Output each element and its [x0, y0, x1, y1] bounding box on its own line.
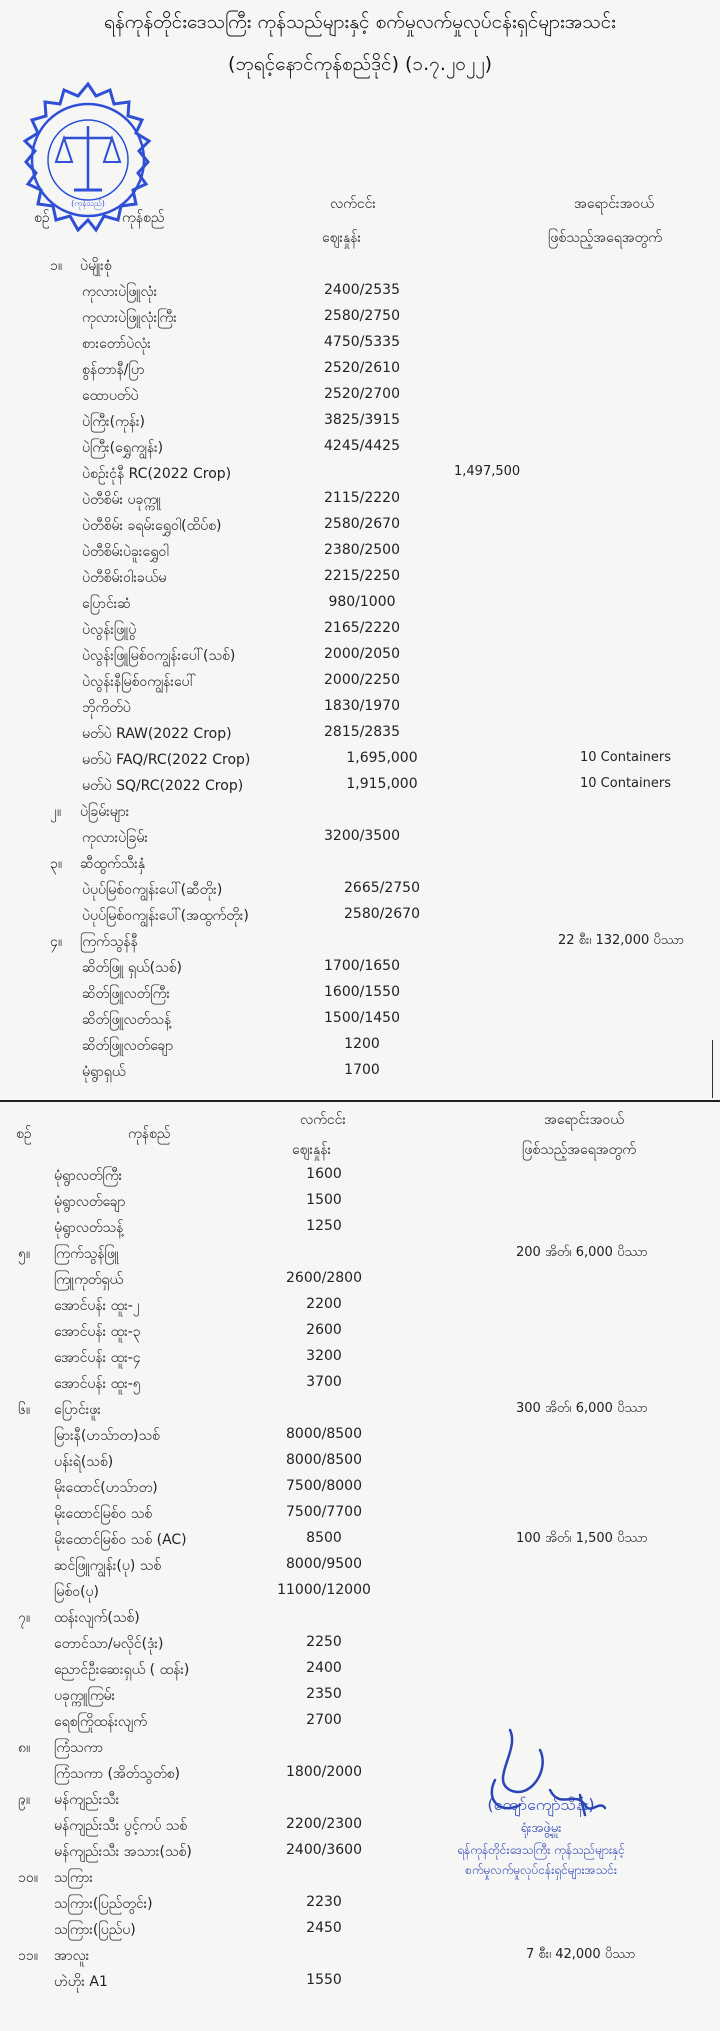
row-item: အောင်ပန်း ထူး-၂ — [54, 1298, 140, 1314]
row-price: 3200 — [306, 1348, 342, 1364]
section-title: ပြောင်းဖူး — [54, 1402, 101, 1418]
column-header-no: စဉ် — [34, 210, 50, 226]
row-item: ပဲလွန်းဖြူပွဲ — [82, 622, 137, 638]
column-header-item: ကုန်စည် — [128, 1126, 171, 1142]
row-price: 7500/8000 — [286, 1478, 362, 1494]
row-item: ကုလားပဲဖြူလုံး — [82, 284, 158, 300]
column-header-price-top: လက်ငင်း — [330, 196, 376, 212]
row-price: 2000/2050 — [324, 646, 400, 662]
section-no: ၇။ — [18, 1610, 31, 1626]
row-price: 1830/1970 — [324, 698, 400, 714]
section-title: ပဲမျိုးစုံ — [80, 258, 112, 274]
row-price: 2600 — [306, 1322, 342, 1338]
row-item: ပြောင်းဆံ — [82, 596, 131, 612]
row-price: 1700/1650 — [324, 958, 400, 974]
row-price: 1500/1450 — [324, 1010, 400, 1026]
section-title: သကြား — [54, 1870, 93, 1886]
section-title: ထန်းလျက်(သစ်) — [54, 1610, 140, 1626]
row-item: ထောပတ်ပဲ — [82, 388, 139, 404]
row-item: ဆိတ်ဖြူလတ်သန့် — [82, 1012, 172, 1028]
row-remark: 10 Containers — [580, 750, 671, 765]
row-remark: 10 Containers — [580, 776, 671, 791]
row-price: 1600 — [306, 1166, 342, 1182]
row-item: မိုးထောင်မြစ်ဝ သစ် (AC) — [54, 1532, 187, 1548]
row-item: မုံရွာလတ်ချော — [54, 1194, 126, 1210]
row-item: ပဲလွန်းနီမြစ်ဝကျွန်းပေါ် — [82, 674, 196, 690]
section-title: အာလူး — [54, 1948, 90, 1964]
row-item: မတ်ပဲ SQ/RC(2022 Crop) — [82, 778, 244, 794]
section-no: ၃။ — [50, 856, 63, 872]
row-price: 1550 — [306, 1972, 342, 1988]
row-price: 2165/2220 — [324, 620, 400, 636]
row-price: 2580/2670 — [324, 516, 400, 532]
row-item: မန်ကျည်းသီး အသား(သစ်) — [54, 1844, 192, 1860]
row-item: အောင်ပန်း ထူး-၃ — [54, 1324, 141, 1340]
row-item: ပဲပုပ်မြစ်ဝကျွန်းပေါ်(အထွက်တိုး) — [82, 908, 249, 924]
row-price: 8000/8500 — [286, 1426, 362, 1442]
row-price: 1,915,000 — [346, 776, 418, 792]
row-price: 2000/2250 — [324, 672, 400, 688]
row-remark: 200 အိတ်၊ 6,000 ပိဿာ — [516, 1245, 648, 1260]
row-item: မုံရွာလတ်ကြီး — [54, 1168, 123, 1184]
row-remark: 300 အိတ်၊ 6,000 ပိဿာ — [516, 1401, 648, 1416]
row-item: ပခုက္ကူကြမ်း — [54, 1688, 116, 1704]
row-item: ဆိတ်ဖြူလတ်ချော — [82, 1038, 174, 1054]
row-item: မုံရွာလတ်သန့် — [54, 1220, 124, 1236]
row-item: မုံရွာရှယ် — [82, 1064, 126, 1080]
column-header-price-bottom: ဈေးနှုန်း — [292, 1142, 332, 1158]
row-item: မိုးထောင်မြစ်ဝ သစ် — [54, 1506, 153, 1522]
row-item: ပဲကြီး(ရွှေကျွန်း) — [82, 440, 164, 456]
row-price: 2200 — [306, 1296, 342, 1312]
column-header-item: ကုန်စည် — [122, 210, 165, 226]
section-title: ကြံသကာ — [54, 1740, 104, 1756]
row-item: ပဲပုပ်မြစ်ဝကျွန်းပေါ်(ဆီတိုး) — [82, 882, 223, 898]
row-item: မြားနီ(ဟသ်ာတ)သစ် — [54, 1428, 160, 1444]
row-item: ပဲတီစိမ်း ပခုက္ကူ — [82, 492, 162, 508]
row-price: 2115/2220 — [324, 490, 400, 506]
row-price: 2250 — [306, 1634, 342, 1650]
row-item: မြစ်ဝ(ပု) — [54, 1584, 99, 1600]
column-header-no: စဉ် — [16, 1126, 32, 1142]
section-title: ကြက်သွန်ဖြူ — [54, 1246, 119, 1262]
row-item: ရေစကြိုထန်းလျက် — [54, 1714, 147, 1730]
svg-text:(ကုန်သည်): (ကုန်သည်) — [71, 199, 105, 208]
column-header-remark-bottom: ဖြစ်သည့်အရေအတွက် — [548, 230, 662, 246]
row-remark: 22 စီး၊ 132,000 ပိဿာ — [558, 933, 685, 948]
row-item: တောင်သာ/မလိုင်(ဒုံး) — [54, 1636, 164, 1652]
row-price: 2700 — [306, 1712, 342, 1728]
row-item: မတ်ပဲ FAQ/RC(2022 Crop) — [82, 752, 251, 768]
section-no: ၁။ — [50, 258, 63, 274]
row-item: မန်ကျည်းသီး ပွင့်ကပ် သစ် — [54, 1818, 188, 1834]
document-title-line2: (ဘုရင့်နောင်ကုန်စည်ဒိုင်) (၁.၇.၂၀၂၂) — [227, 53, 492, 75]
row-price: 11000/12000 — [277, 1582, 371, 1598]
row-item: ကုလားပဲခြမ်း — [82, 830, 148, 846]
row-price: 2215/2250 — [324, 568, 400, 584]
section-no: ၈။ — [18, 1740, 31, 1756]
row-price: 2400/3600 — [286, 1842, 362, 1858]
section-title: ကြက်သွန်နီ — [80, 934, 138, 950]
row-item: ပဲတီစိမ်းဝါးခယ်မ — [82, 570, 167, 586]
row-price: 1500 — [306, 1192, 342, 1208]
row-item: ဆိတ်ဖြူ ရှယ်(သစ်) — [82, 960, 182, 976]
row-item: ပဲစဉ်းငုံနီ RC(2022 Crop) — [82, 466, 232, 482]
row-price: 3700 — [306, 1374, 342, 1390]
column-header-price-top: လက်ငင်း — [300, 1112, 346, 1128]
signatory-org-line2: စက်မှုလက်မှုလုပ်ငန်းရှင်များအသင်း — [465, 1863, 617, 1877]
section-no: ၉။ — [18, 1792, 31, 1808]
row-price: 2230 — [306, 1894, 342, 1910]
row-item: မတ်ပဲ RAW(2022 Crop) — [82, 726, 232, 742]
row-price: 1200 — [344, 1036, 380, 1052]
row-price: 3825/3915 — [324, 412, 400, 428]
row-item: ကြံသကာ (အိတ်သွတ်စ) — [54, 1766, 180, 1782]
row-item: စွန်တာနီ/ပြာ — [82, 362, 145, 378]
row-price: 3200/3500 — [324, 828, 400, 844]
row-price: 2600/2800 — [286, 1270, 362, 1286]
column-header-price-bottom: ဈေးနှုန်း — [322, 230, 362, 246]
section-no: ၁၀။ — [18, 1870, 38, 1886]
row-price: 7500/7700 — [286, 1504, 362, 1520]
row-price: 2400 — [306, 1660, 342, 1676]
row-item: ကုလားပဲဖြူလုံးကြီး — [82, 310, 177, 326]
row-price: 4245/4425 — [324, 438, 400, 454]
row-price: 8000/9500 — [286, 1556, 362, 1572]
signatory-name: (ကျော်ကျော်သိန်း) — [487, 1795, 595, 1814]
page-edge-line — [712, 1040, 713, 1098]
row-item: သကြား(ပြည်ပ) — [54, 1922, 136, 1938]
row-item: အောင်ပန်း ထူး-၄ — [54, 1350, 141, 1366]
column-header-remark-bottom: ဖြစ်သည့်အရေအတွက် — [522, 1142, 636, 1158]
section-title: ဆီထွက်သီးနှံ — [80, 856, 146, 872]
row-item: ကြူကုတ်ရှယ် — [54, 1272, 124, 1288]
row-item: ပဲကြီး(ကုန်း) — [82, 414, 146, 430]
row-item: အောင်ပန်း ထူး-၅ — [54, 1376, 141, 1392]
row-item: စားတော်ပဲလုံး — [82, 336, 151, 352]
row-price: 1250 — [306, 1218, 342, 1234]
row-price: 2815/2835 — [324, 724, 400, 740]
row-item: ပဲတီစိမ်း ခရမ်းရွှေဝါ(ထိပ်စ) — [82, 518, 222, 534]
page-separator — [0, 1100, 720, 1102]
row-item: ဘိုကိတ်ပဲ — [82, 700, 131, 716]
section-no: ၆။ — [18, 1402, 31, 1418]
row-price: 1600/1550 — [324, 984, 400, 1000]
section-no: ၄။ — [50, 934, 63, 950]
row-price: 2520/2700 — [324, 386, 400, 402]
row-price: 980/1000 — [328, 594, 396, 610]
section-no: ၅။ — [18, 1246, 31, 1262]
row-price: 2400/2535 — [324, 282, 400, 298]
row-item: ပဲလွန်းဖြူမြစ်ဝကျွန်းပေါ်(သစ်) — [82, 648, 236, 664]
row-price: 4750/5335 — [324, 334, 400, 350]
row-price: 1,695,000 — [346, 750, 418, 766]
row-remark: 100 အိတ်၊ 1,500 ပိဿာ — [516, 1531, 648, 1546]
row-price: 2350 — [306, 1686, 342, 1702]
row-price: 8500 — [306, 1530, 342, 1546]
column-header-remark-top: အရောင်းအဝယ် — [574, 196, 654, 212]
row-price: 1800/2000 — [286, 1764, 362, 1780]
row-item: ဟဲဟိုး A1 — [54, 1974, 108, 1990]
document-title-line1: ရန်ကုန်တိုင်းဒေသကြီး ကုန်သည်များနှင့် စက်မှုလက်မှုလုပ်ငန်းရှင်များအသင်း — [104, 11, 616, 33]
row-item: ပဲတီစိမ်းပဲခူးရွှေဝါ — [82, 544, 169, 560]
row-item: ဆင်ဖြူကျွန်း(ပု) သစ် — [54, 1558, 162, 1574]
row-price: 8000/8500 — [286, 1452, 362, 1468]
signatory-org-line1: ရန်ကုန်တိုင်းဒေသကြီး ကုန်သည်များနှင့် — [457, 1843, 625, 1857]
section-title: ပဲခြမ်းများ — [80, 804, 130, 820]
section-no: ၂။ — [50, 804, 62, 820]
row-price: 2520/2610 — [324, 360, 400, 376]
row-item: သကြား(ပြည်တွင်း) — [54, 1896, 153, 1912]
signatory-role: ရုံးအဖွဲ့မှူး — [520, 1821, 562, 1836]
row-remark: 1,497,500 — [454, 464, 521, 479]
row-price: 2200/2300 — [286, 1816, 362, 1832]
column-header-remark-top: အရောင်းအဝယ် — [544, 1112, 624, 1128]
row-price: 1700 — [344, 1062, 380, 1078]
section-no: ၁၁။ — [18, 1948, 38, 1964]
row-item: ပန်းရဲ(သစ်) — [54, 1454, 114, 1470]
row-remark: 7 စီး၊ 42,000 ပိဿာ — [526, 1947, 636, 1962]
row-price: 2580/2750 — [324, 308, 400, 324]
row-item: ညောင်ဦးဆေးရှယ် ( ထန်း) — [54, 1662, 190, 1678]
section-title: မန်ကျည်းသီး — [54, 1792, 120, 1808]
row-price: 2665/2750 — [344, 880, 420, 896]
row-item: မိုးထောင်(ဟသ်ာတ) — [54, 1480, 158, 1496]
row-price: 2580/2670 — [344, 906, 420, 922]
row-price: 2450 — [306, 1920, 342, 1936]
row-price: 2380/2500 — [324, 542, 400, 558]
row-item: ဆိတ်ဖြူလတ်ကြီး — [82, 986, 170, 1002]
